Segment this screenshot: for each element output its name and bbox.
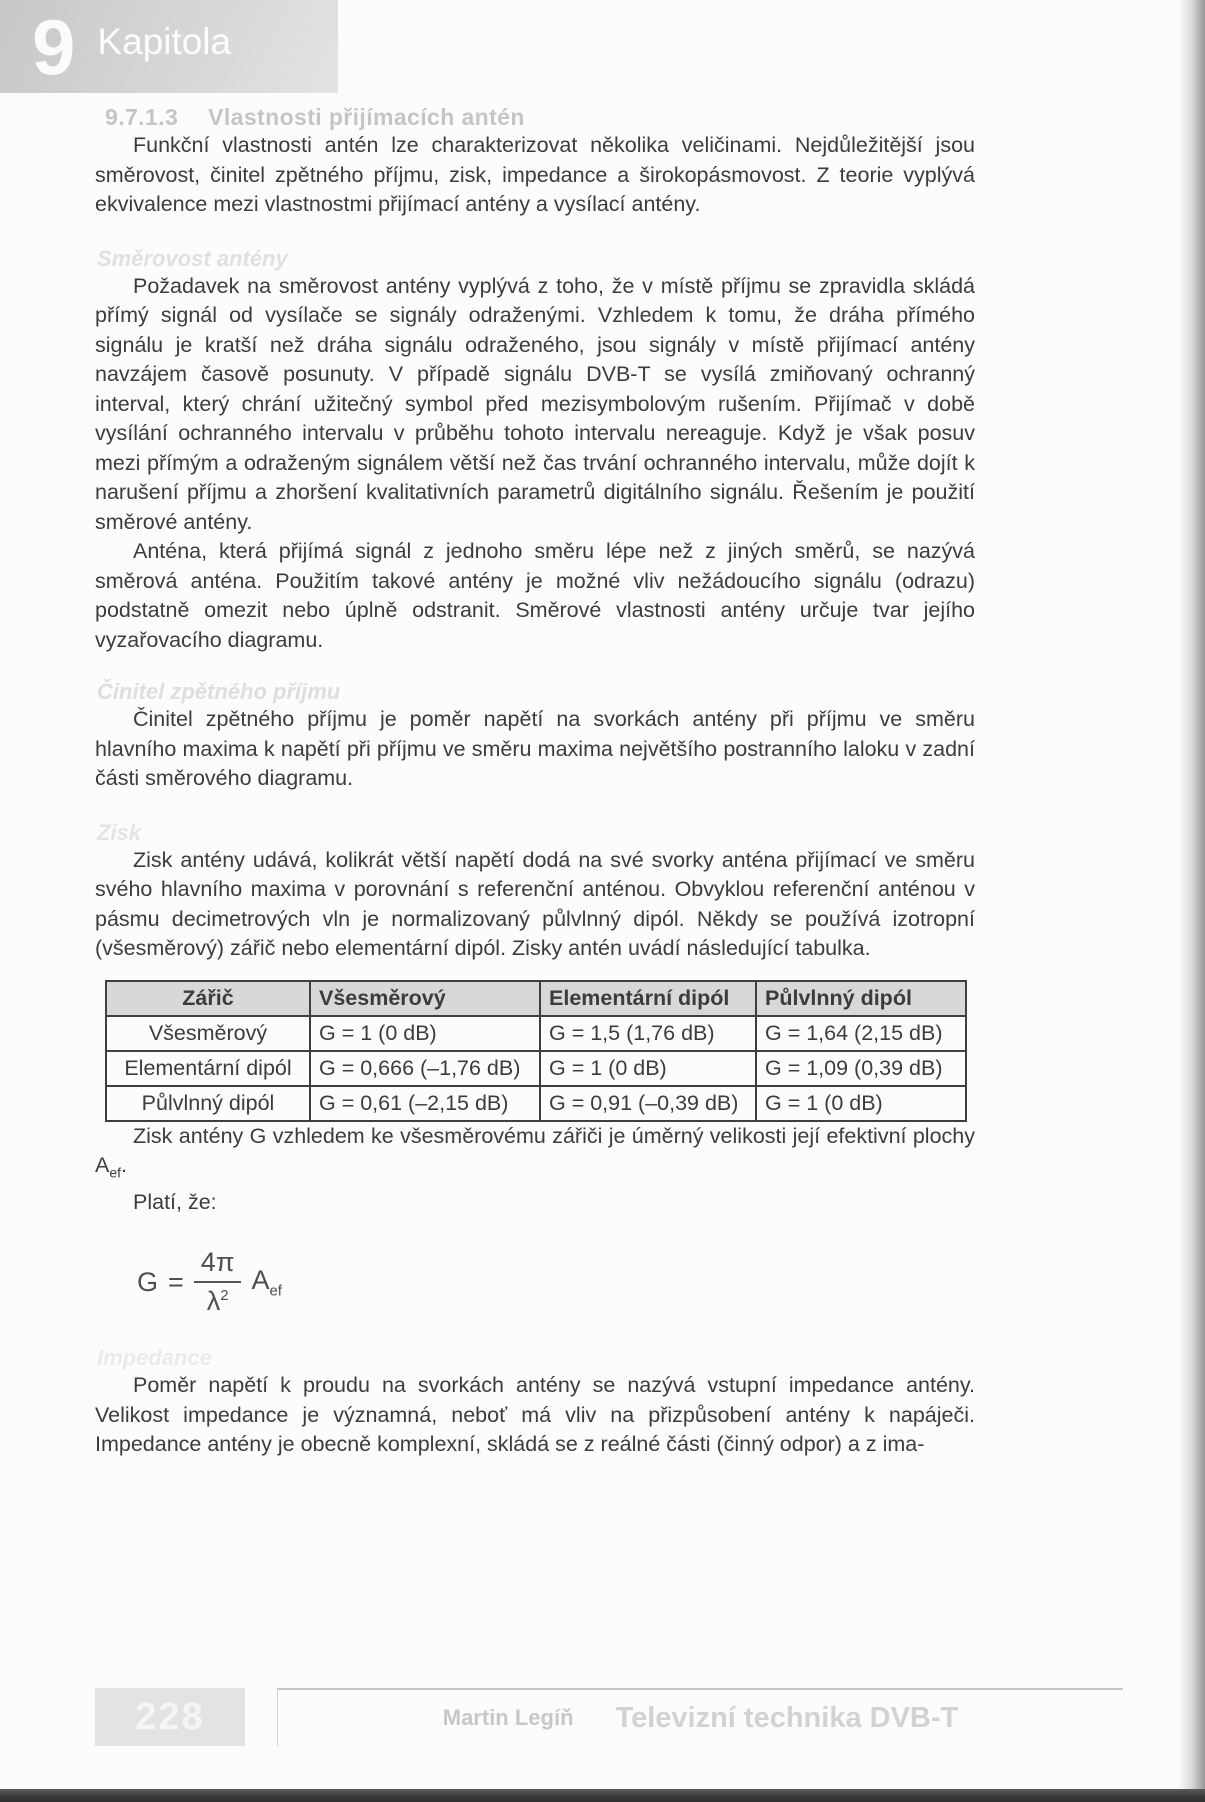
chapter-label: Kapitola: [97, 20, 232, 62]
table-cell: Elementární dipól: [106, 1051, 310, 1086]
subheading-smerovost: Směrovost antény: [97, 245, 288, 271]
chapter-number: 9: [32, 2, 76, 91]
antenna-gain-table: [105, 980, 967, 1122]
footer-author: Martin Legíň: [442, 1705, 574, 1730]
chapter-banner: [0, 0, 338, 93]
paragraph-smerova-antena: Anténa, která přijímá signál z jednoho směru lépe než z jiných směrů, se nazývá směrová anténa. Použitím takové antény je možné vliv nežádoucího signálu (odrazu) podstatně omezit nebo úplně odstranit. Směrové vlastnosti antény určuje tvar jejího vyzařovacího diagramu.: [95, 539, 975, 652]
section-heading: [105, 104, 975, 131]
table-header-vsesmerovy: Všesměrový: [310, 981, 540, 1016]
subheading-zisk: Zisk: [97, 819, 142, 845]
formula-numerator: 4π: [194, 1247, 242, 1283]
p6-text: Zisk antény G vzhledem ke všesměrovému zářiči je úměrný velikosti její efektivní plochy A: [95, 1123, 975, 1177]
table-row: [106, 1016, 966, 1051]
page-footer: [95, 1688, 1123, 1746]
paragraph-zisk: Zisk antény udává, kolikrát větší napětí dodá na své svorky anténa přijímací ve směru svého hlavního maxima v porovnání s referenční anténou. Obvyklou referenční anténou v pásmu decimetrových vln je normalizovaný půlvlnný dipól. Někdy se používá izotropní (všesměrový) zářič nebo elementární dipól. Zisky antén uvádí následující tabulka.: [95, 847, 975, 960]
footer-title-box: [277, 1688, 1123, 1746]
paragraph-zisk-g: [95, 1122, 975, 1188]
table-cell: G = 1 (0 dB): [756, 1086, 966, 1121]
formula-a: A: [251, 1265, 270, 1296]
table-cell: G = 0,61 (–2,15 dB): [310, 1086, 540, 1121]
paragraph-impedance: Poměr napětí k proudu na svorkách antény se nazývá vstupní impedance antény. Velikost impedance je významná, neboť má vliv na přizpůsobení antény k napáječi. Impedance antény je obecně komplexní, skládá se z reálné části (činný odpor) a z ima-: [95, 1373, 975, 1457]
gain-formula: [137, 1247, 975, 1317]
scan-edge-bottom: [0, 1789, 1205, 1802]
formula-fraction: [194, 1247, 242, 1317]
p6-period: .: [121, 1153, 128, 1177]
paragraph-intro: Funkční vlastnosti antén lze charakterizovat několika veličinami. Nejdůležitější jsou směrovost, činitel zpětného příjmu, zisk, impedance a širokopásmovost. Z teorie vyplývá ekvivalence mezi vlastnostmi přijímací antény a vysílací antény.: [95, 133, 975, 216]
formula-exponent: 2: [220, 1287, 229, 1305]
page-content: [95, 96, 975, 1460]
formula-denominator: [207, 1283, 229, 1317]
footer-book-title: Televizní technika DVB-T: [615, 1701, 959, 1734]
table-cell: Půlvlnný dipól: [106, 1086, 310, 1121]
table-cell: G = 1 (0 dB): [540, 1051, 756, 1086]
table-cell: G = 0,91 (–0,39 dB): [540, 1086, 756, 1121]
section-title: Vlastnosti přijímacích antén: [208, 104, 525, 130]
scan-shadow-right: [1179, 0, 1205, 1802]
page-number-box: [95, 1688, 245, 1746]
paragraph-plati-ze: Platí, že:: [133, 1189, 217, 1214]
table-cell: G = 1 (0 dB): [310, 1016, 540, 1051]
formula-lhs: G: [137, 1266, 159, 1297]
formula-factor: [251, 1265, 282, 1299]
page-number: 228: [135, 1695, 205, 1738]
table-cell: G = 1,5 (1,76 dB): [540, 1016, 756, 1051]
formula-equals: =: [168, 1266, 184, 1297]
paragraph-smerovost: Požadavek na směrovost antény vyplývá z toho, že v místě příjmu se zpravidla skládá přímý signál od vysílače se signály odraženými. Vzhledem k tomu, že dráha přímého signálu je kratší než dráha signálu odraženého, jsou signály v místě přijímací antény navzájem časově posunuty. V případě signálu DVB-T se vysílá zmiňovaný ochranný interval, který chrání užitečný symbol před mezisymbolovým rušením. Přijímač v době vysílání ochranného intervalu v průběhu tohoto intervalu nereaguje. Když je však posuv mezi přímým a odraženým signálem větší než čas trvání ochranného intervalu, může dojít k narušení příjmu a zhoršení kvalitativních parametrů digitálního signálu. Řešením je použití směrové antény.: [95, 273, 975, 534]
formula-lambda: λ: [206, 1286, 221, 1317]
table-header-row: [106, 981, 966, 1016]
p6-subscript: ef: [109, 1164, 122, 1181]
table-row: [106, 1086, 966, 1121]
subheading-cinitel: Činitel zpětného příjmu: [97, 679, 341, 704]
subheading-impedance: Impedance: [97, 1345, 212, 1371]
paragraph-cinitel: Činitel zpětného příjmu je poměr napětí na svorkách antény při příjmu ve směru hlavního maxima k napětí při příjmu ve směru maxima největšího postranního laloku v zadní části směrového diagramu.: [95, 707, 975, 790]
table-cell: G = 1,64 (2,15 dB): [756, 1016, 966, 1051]
formula-a-subscript: ef: [269, 1282, 282, 1300]
table-header-pulvlnny: Půlvlnný dipól: [756, 981, 966, 1016]
table-row: [106, 1051, 966, 1086]
table-cell: G = 0,666 (–1,76 dB): [310, 1051, 540, 1086]
table-header-elementarni: Elementární dipól: [540, 981, 756, 1016]
table-cell: G = 1,09 (0,39 dB): [756, 1051, 966, 1086]
table-header-zaric: Zářič: [106, 981, 310, 1016]
table-cell: Všesměrový: [106, 1016, 310, 1051]
section-number: 9.7.1.3: [105, 104, 179, 130]
